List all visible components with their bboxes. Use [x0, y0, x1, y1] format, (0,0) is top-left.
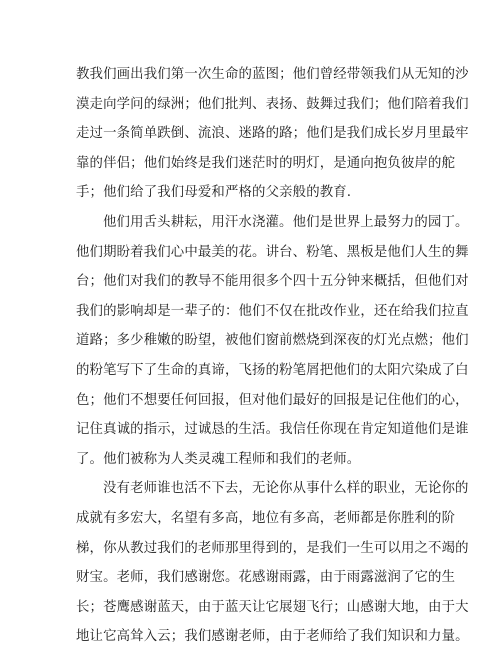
text-line: 的粉笔写下了生命的真谛，飞扬的粉笔屑把他们的太阳穴染成了白	[76, 362, 469, 378]
text-line: 我们的影响却是一辈子的：他们不仅在批改作业，还在给我们拉直	[76, 303, 469, 319]
text-line: 靠的伴侣；他们始终是我们迷茫时的明灯，是通向抱负彼岸的舵	[76, 155, 456, 171]
paragraph-start-line: 他们用舌头耕耘，用汗水浇灌。他们是世界上最努力的园丁。	[103, 214, 469, 230]
text-line: 手；他们给了我们母爱和严格的父亲般的教育.	[76, 185, 352, 201]
text-line: 记住真诚的指示，过诚恳的生活。我信任你现在肯定知道他们是谁	[76, 422, 469, 438]
text-line: 教我们画出我们第一次生命的蓝图；他们曾经带领我们从无知的沙	[76, 67, 469, 82]
text-line: 成就有多宏大，名望有多高，地位有多高，老师都是你胜利的阶	[76, 510, 456, 526]
text-line: 色；他们不想要任何回报，但对他们最好的回报是记住他们的心，	[76, 392, 469, 408]
text-line: 台；他们对我们的教导不能用很多个四十五分钟来概括，但他们对	[76, 274, 469, 290]
text-line: 走过一条简单跌倒、流浪、迷路的路；他们是我们成长岁月里最牢	[76, 126, 469, 142]
text-line: 他们期盼着我们心中最美的花。讲台、粉笔、黑板是他们人生的舞	[76, 244, 469, 260]
text-line-partial: 地让它高耸入云；我们感谢老师，由于老师给了我们知识和力量。	[76, 629, 469, 645]
text-line: 长；苍鹰感谢蓝天，由于蓝天让它展翅飞行；山感谢大地，由于大	[76, 599, 469, 615]
document-body	[76, 60, 469, 645]
text-line: 了。他们被称为人类灵魂工程师和我们的老师。	[76, 451, 361, 467]
paragraph-start-line: 没有老师谁也活不下去，无论你从事什么样的职业，无论你的	[103, 481, 469, 497]
text-line: 漠走向学问的绿洲；他们批判、表扬、鼓舞过我们；他们陪着我们	[76, 96, 469, 112]
text-line: 梯，你从教过我们的老师那里得到的，是我们一生可以用之不竭的	[76, 540, 469, 556]
text-line: 道路；多少稚嫩的盼望，被他们窗前燃烧到深夜的灯光点燃；他们	[76, 333, 469, 349]
text-line: 财宝。老师，我们感谢您。花感谢雨露，由于雨露滋润了它的生	[76, 570, 456, 586]
